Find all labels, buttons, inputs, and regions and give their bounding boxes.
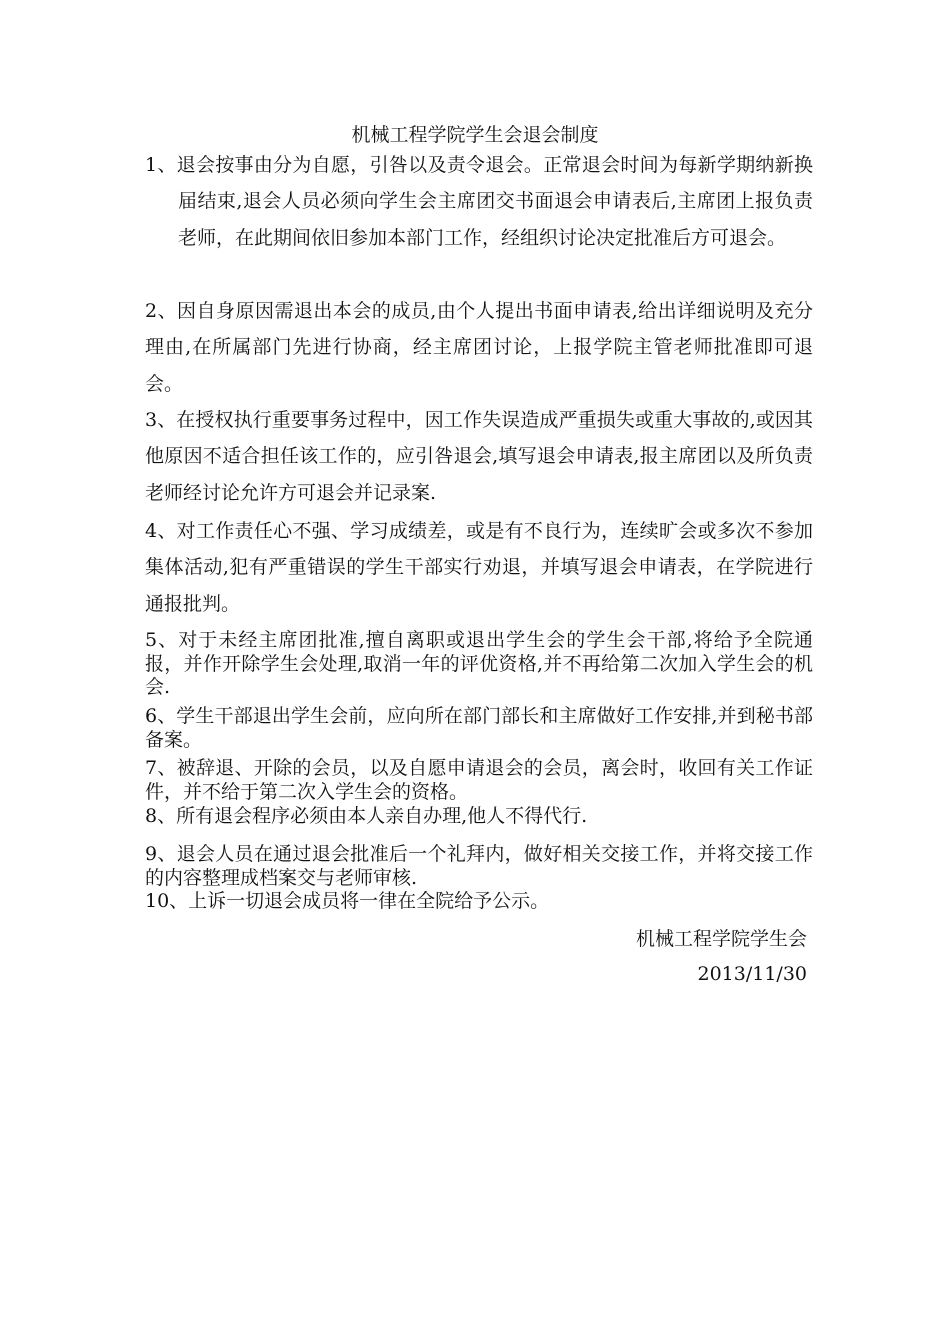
paragraph-8: 8、所有退会程序必须由本人亲自办理,他人不得代行. [145, 805, 588, 827]
signature: 机械工程学院学生会 [635, 928, 807, 950]
paragraph-2: 2、因自身原因需退出本会的成员,由个人提出书面申请表,给出详细说明及充分理由,在所属部门先进行协商，经主席团讨论，上报学院主管老师批准即可退会。 [145, 300, 813, 395]
paragraph-1: 1、退会按事由分为自愿，引咎以及责令退会。正常退会时间为每新学期纳新换届结束,退会人员必须向学生会主席团交书面退会申请表后,主席团上报负责老师，在此期间依旧参加本部门工作，经组织讨论决定批准后方可退会。 [145, 154, 813, 249]
paragraph-3: 3、在授权执行重要事务过程中，因工作失误造成严重损失或重大事故的,或因其他原因不适合担任该工作的，应引咎退会,填写退会申请表,报主席团以及所负责老师经讨论允许方可退会并记录案. [145, 409, 813, 504]
paragraph-6: 6、学生干部退出学生会前，应向所在部门部长和主席做好工作安排,并到秘书部备案。 [145, 705, 813, 751]
paragraph-10: 10、上诉一切退会成员将一律在全院给予公示。 [145, 890, 550, 912]
paragraph-5: 5、对于未经主席团批准,擅自离职或退出学生会的学生会干部,将给予全院通报，并作开除学生会处理,取消一年的评优资格,并不再给第二次加入学生会的机会. [145, 629, 813, 698]
paragraph-9: 9、退会人员在通过退会批准后一个礼拜内，做好相关交接工作，并将交接工作的内容整理成档案交与老师审核. [145, 843, 813, 889]
date: 2013/11/30 [697, 963, 807, 985]
paragraph-7: 7、被辞退、开除的会员，以及自愿申请退会的会员，离会时，收回有关工作证件，并不给于第二次入学生会的资格。 [145, 757, 813, 803]
paragraph-4: 4、对工作责任心不强、学习成绩差，或是有不良行为，连续旷会或多次不参加集体活动,犯有严重错误的学生干部实行劝退，并填写退会申请表，在学院进行通报批判。 [145, 520, 813, 615]
document-title: 机械工程学院学生会退会制度 [351, 124, 599, 146]
